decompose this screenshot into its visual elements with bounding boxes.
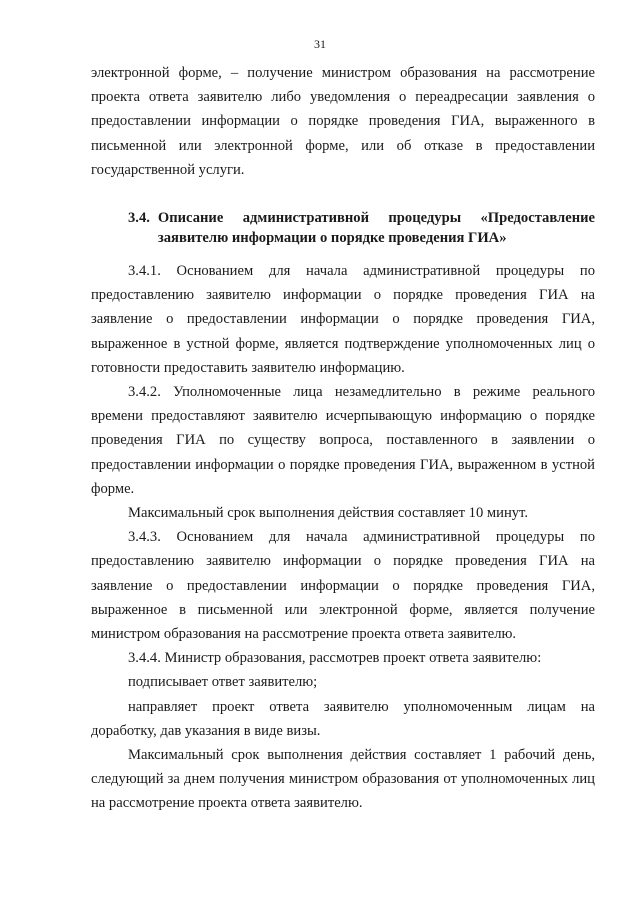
intro-paragraph: электронной форме, – получение министром образования на рассмотрение проекта ответа заявителю либо уведомления о переадресации заявления о предоставлении информации о порядке проведения ГИА, выраженного в письменной или электронной форме, или об отказе в предоставлении государственной услуги. <box>91 65 595 178</box>
paragraph-3-4-3: 3.4.3. Основанием для начала административной процедуры по предоставлению заявителю информации о порядке проведения ГИА на заявление о предоставлении информации о порядке проведения ГИА, выраженное в письменной или электронной форме, является получение министром образования на рассмотрение проекта ответа заявителю. <box>91 529 595 643</box>
document-body <box>91 61 595 816</box>
paragraph-3-4-4: 3.4.4. Министр образования, рассмотрев проект ответа заявителю: <box>128 650 542 667</box>
page-number: 31 <box>314 37 326 51</box>
section-number: 3.4. <box>128 210 150 227</box>
section-title: Описание административной процедуры «Предоставление заявителю информации о порядке проведения ГИА» <box>157 210 595 247</box>
paragraph-3-4-2: 3.4.2. Уполномоченные лица незамедлительно в режиме реального времени предоставляют заявителю исчерпывающую информацию о порядке проведения ГИА по существу вопроса, поставленного в заявлении о предоставлении информации о порядке проведения ГИА, выраженном в устной форме. <box>91 384 595 497</box>
paragraph-sign-answer: подписывает ответ заявителю; <box>128 674 318 691</box>
section-heading <box>91 208 595 248</box>
paragraph-3-4-1: 3.4.1. Основанием для начала административной процедуры по предоставлению заявителю информации о порядке проведения ГИА на заявление о предоставлении информации о порядке проведения ГИА, выраженное в устной форме, является подтверждение уполномоченных лиц о готовности предоставить заявителю информацию. <box>91 263 595 376</box>
paragraph-send-for-revision: направляет проект ответа заявителю уполномоченным лицам на доработку, дав указания в виде визы. <box>91 698 595 739</box>
paragraph-time-limit-1: Максимальный срок выполнения действия составляет 10 минут. <box>128 505 528 522</box>
paragraph-time-limit-2: Максимальный срок выполнения действия составляет 1 рабочий день, следующий за днем получения министром образования от уполномоченных лиц на рассмотрение проекта ответа заявителю. <box>91 747 595 812</box>
